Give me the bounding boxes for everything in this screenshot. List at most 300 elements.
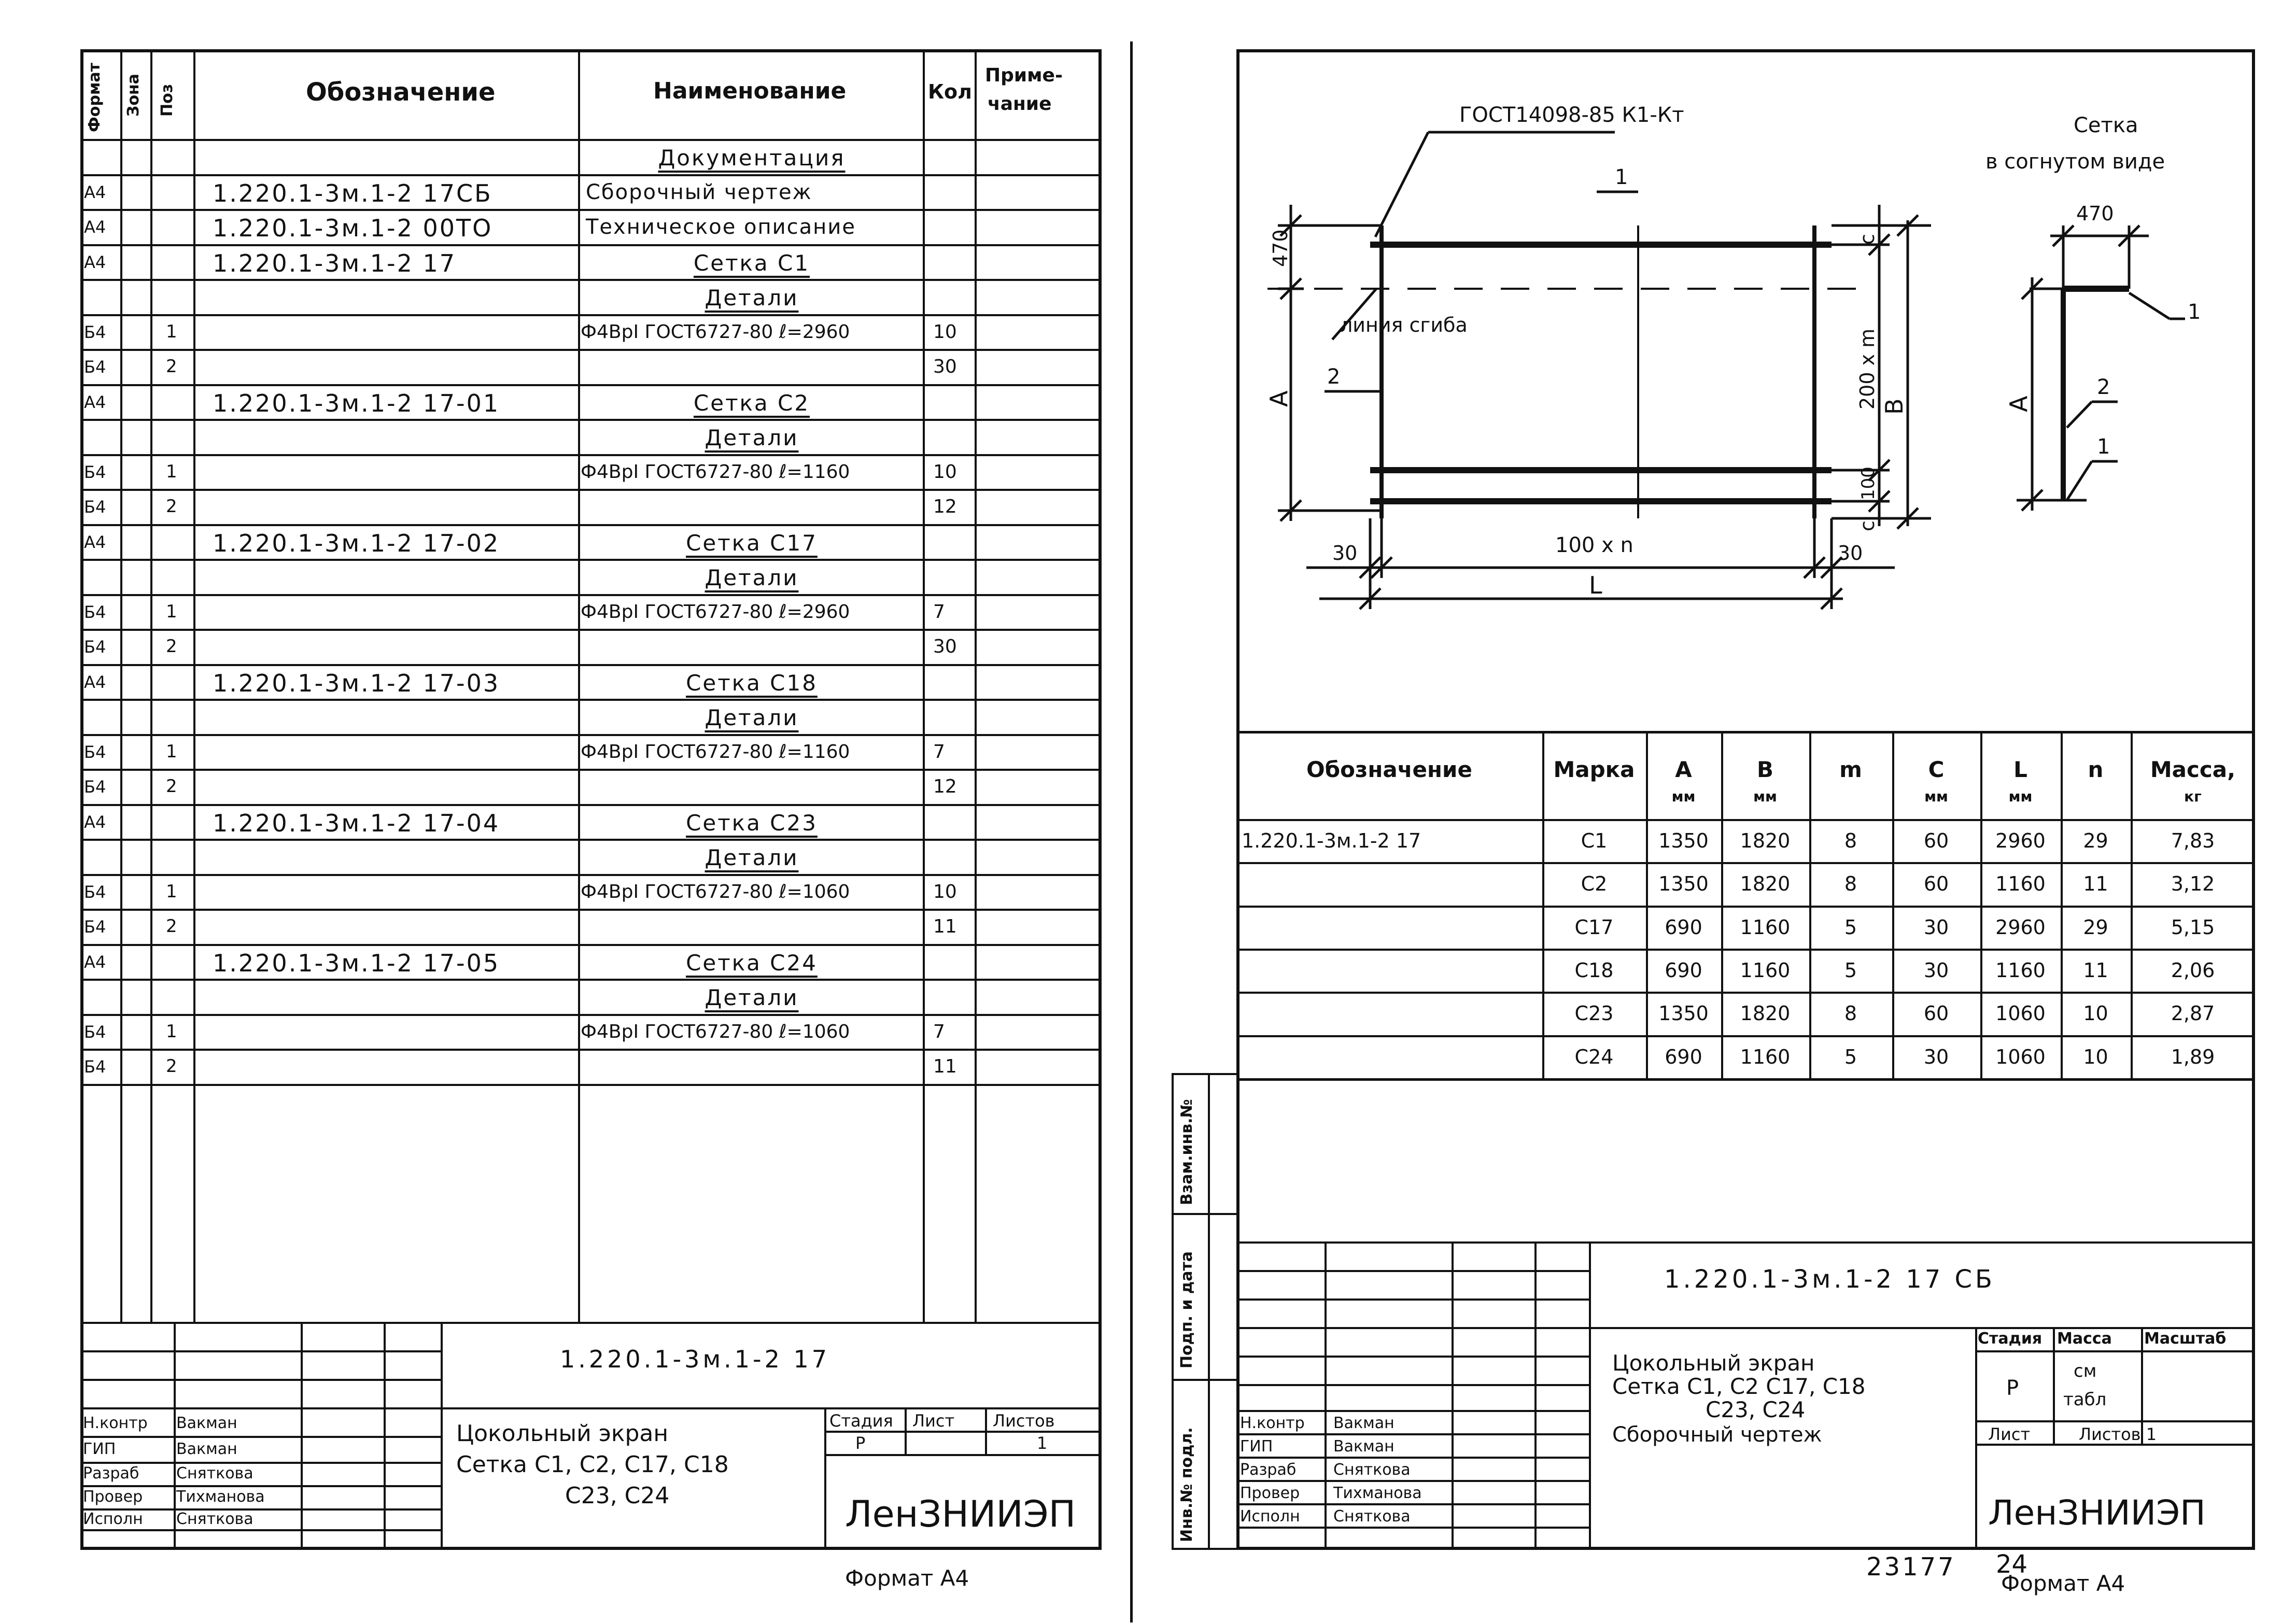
param-cell: 29 [2083, 916, 2108, 939]
staff-name: Сняткова [176, 1464, 253, 1483]
right-title-code: 1.220.1-3м.1-2 17 СБ [1664, 1265, 1995, 1294]
spec-format: Б4 [84, 497, 106, 517]
param-cell: 1820 [1740, 872, 1791, 895]
param-cell: 1060 [1995, 1046, 2046, 1068]
spec-format: Б4 [84, 462, 106, 482]
spec-name: Техническое описание [586, 215, 856, 239]
spec-row-line [80, 734, 1102, 736]
spec-name: Сетка С2 [693, 390, 810, 416]
param-header-unit: кг [2184, 788, 2202, 805]
spec-qty: 7 [933, 1021, 945, 1042]
spec-row-line [80, 1049, 1102, 1051]
spec-name: Сборочный чертеж [586, 180, 812, 204]
left-title-top [80, 1322, 1102, 1324]
spec-row-line [80, 1014, 1102, 1016]
param-header: m [1839, 757, 1862, 782]
left-title-row [80, 1350, 441, 1352]
right-stage-value: Р [2006, 1376, 2019, 1400]
param-cell: 690 [1665, 916, 1702, 939]
spec-format: А4 [84, 812, 106, 832]
param-cell: 8 [1844, 872, 1857, 895]
param-cell: 5 [1844, 916, 1857, 939]
param-header: L [2013, 757, 2027, 782]
spec-name: Ф4ВрI ГОСТ6727-80 ℓ=1060 [581, 1021, 850, 1042]
param-col-div [1646, 731, 1648, 1078]
param-cell: 1820 [1740, 1002, 1791, 1025]
staff-name: Сняткова [1333, 1507, 1411, 1526]
param-col-div [1542, 731, 1544, 1078]
right-title-row [1975, 1350, 2255, 1352]
left-stage-label: Стадия [829, 1411, 893, 1431]
left-sheets-label: Листов [993, 1411, 1055, 1431]
param-cell: 11 [2083, 959, 2108, 982]
dim-200m: 200 x m [1856, 328, 1879, 410]
param-row-line [1236, 862, 2255, 864]
spec-designation: 1.220.1-3м.1-2 17-01 [213, 389, 500, 417]
spec-pos: 1 [166, 461, 177, 482]
right-stage-label: Стадия [1978, 1330, 2043, 1348]
param-cell: 29 [2083, 829, 2108, 852]
staff-role: Н.контр [1240, 1414, 1305, 1432]
param-row-line [1236, 1078, 2255, 1080]
spec-qty: 7 [933, 741, 945, 763]
spec-name: Ф4ВрI ГОСТ6727-80 ℓ=2960 [581, 601, 850, 623]
param-cell: 60 [1923, 872, 1949, 895]
staff-name: Вакман [1333, 1414, 1394, 1432]
bend-line-label: линия сгиба [1340, 314, 1468, 336]
side-stamp-3: Инв.№ подл. [1178, 1427, 1196, 1542]
right-title-line3: С23, С24 [1706, 1397, 1806, 1422]
right-title-row [1236, 1327, 2255, 1329]
staff-name: Вакман [1333, 1437, 1394, 1456]
spec-row-line [80, 559, 1102, 561]
spec-format: А4 [84, 392, 106, 412]
staff-name: Тихманова [176, 1488, 265, 1506]
param-header-unit: мм [1924, 788, 1948, 805]
spec-row-line [80, 384, 1102, 386]
spec-name: Сетка С24 [686, 950, 818, 976]
spec-name: Сетка С18 [686, 670, 818, 696]
spec-row-line [80, 174, 1102, 176]
staff-name: Сняткова [176, 1510, 253, 1528]
param-cell: 1160 [1740, 959, 1791, 982]
spec-designation: 1.220.1-3м.1-2 17СБ [213, 179, 492, 207]
staff-role: ГИП [83, 1440, 116, 1458]
right-title-row [1236, 1457, 1589, 1459]
spec-pos: 2 [166, 1056, 177, 1077]
spec-row-line [80, 489, 1102, 491]
spec-name: Сетка С17 [686, 530, 818, 556]
header-zone: Зона [124, 74, 143, 117]
spec-name: Детали [705, 565, 799, 590]
spec-name: Ф4ВрI ГОСТ6727-80 ℓ=2960 [581, 321, 850, 343]
page-divider [1130, 41, 1133, 1622]
spec-row-line [80, 979, 1102, 981]
staff-name: Вакман [176, 1440, 237, 1458]
param-cell: 1,89 [2171, 1046, 2215, 1068]
param-cell: 11 [2083, 872, 2108, 895]
left-stage-value: Р [855, 1433, 866, 1453]
pos2b-label: 2 [2097, 375, 2110, 399]
pos2-label: 2 [1327, 365, 1341, 389]
left-title-code: 1.220.1-3м.1-2 17 [560, 1345, 830, 1373]
right-title-row [1236, 1503, 1589, 1505]
left-sheet-label: Лист [912, 1411, 955, 1431]
param-cell: С24 [1574, 1046, 1614, 1068]
left-col-div [193, 49, 195, 1322]
right-sheet-label: Лист [1988, 1424, 2031, 1444]
spec-pos: 1 [166, 601, 177, 622]
param-cell: 1350 [1658, 1002, 1709, 1025]
left-title-row [80, 1529, 441, 1531]
spec-format: А4 [84, 217, 106, 237]
header-pos: Поз [158, 83, 176, 117]
spec-pos: 1 [166, 881, 177, 902]
right-title-div [1975, 1327, 1977, 1550]
spec-name: Детали [705, 425, 799, 450]
left-title-row [80, 1485, 441, 1487]
right-title-row [1236, 1480, 1589, 1482]
param-cell: 5,15 [2171, 916, 2215, 939]
spec-qty: 10 [933, 321, 957, 343]
spec-name: Детали [705, 845, 799, 870]
right-sheets-label: Листов 1 [2079, 1424, 2157, 1444]
param-header-unit: мм [1753, 788, 1777, 805]
right-title-row [1236, 1299, 1589, 1301]
dim-100: 100 [1858, 467, 1879, 500]
gost-leader [1375, 132, 1428, 237]
spec-pos: 2 [166, 636, 177, 657]
param-row-line [1236, 949, 2255, 951]
inventory-number: 23177 [1866, 1553, 1956, 1582]
right-format-caption: Формат А4 [2001, 1571, 2125, 1596]
dim-100n: 100 x n [1555, 533, 1633, 557]
right-title-row [1236, 1356, 1589, 1358]
left-title-div [441, 1322, 443, 1550]
spec-format: Б4 [84, 742, 106, 762]
left-title-div [824, 1407, 826, 1550]
param-row-line [1236, 1035, 2255, 1037]
param-row-line [1236, 992, 2255, 994]
param-cell: 2960 [1995, 829, 2046, 852]
left-title-line3: С23, С24 [565, 1483, 670, 1509]
staff-role: Исполн [83, 1510, 143, 1528]
spec-name: Сетка С1 [693, 250, 810, 276]
left-col-div [923, 49, 925, 1322]
param-cell: 1820 [1740, 829, 1791, 852]
dim-30b: 30 [1838, 542, 1863, 564]
param-header: А [1675, 757, 1692, 782]
spec-pos: 2 [166, 356, 177, 377]
left-title-row [80, 1407, 1102, 1409]
spec-format: А4 [84, 252, 106, 272]
bent-title-2: в согнутом виде [1985, 150, 2165, 174]
right-scale-label: Масштаб [2144, 1330, 2227, 1348]
param-cell: 1350 [1658, 829, 1709, 852]
param-header: Обозначение [1306, 757, 1472, 782]
side-stamp-2: Подп. и дата [1178, 1251, 1196, 1368]
spec-qty: 10 [933, 461, 957, 483]
left-title-row [824, 1431, 1102, 1433]
param-col-div [2131, 731, 2133, 1078]
page-number: 24 [1996, 1550, 2028, 1579]
spec-qty: 12 [933, 496, 957, 517]
spec-name: Детали [705, 285, 799, 311]
spec-name: Сетка С23 [686, 810, 818, 836]
staff-role: Разраб [83, 1464, 139, 1483]
spec-pos: 1 [166, 321, 177, 342]
spec-designation: 1.220.1-3м.1-2 17-03 [213, 669, 500, 697]
left-title-line2: Сетка С1, С2, С17, С18 [456, 1451, 729, 1478]
header-note-1: Приме- [985, 65, 1063, 86]
right-mass-value-1: см [2074, 1361, 2097, 1381]
param-header: В [1756, 757, 1773, 782]
param-header: С [1928, 757, 1945, 782]
param-row-line [1236, 906, 2255, 908]
side-stamp-div [1208, 1073, 1210, 1550]
left-title-row [80, 1436, 441, 1438]
right-title-line1: Цокольный экран [1612, 1350, 1815, 1376]
spec-qty: 10 [933, 881, 957, 902]
spec-pos: 2 [166, 916, 177, 937]
spec-format: Б4 [84, 1057, 106, 1077]
param-cell: 60 [1923, 829, 1949, 852]
spec-row-line [80, 349, 1102, 351]
side-stamp-1: Взам.инв.№ [1178, 1099, 1196, 1205]
spec-row-line [80, 1084, 1102, 1086]
param-cell: С2 [1581, 872, 1608, 895]
left-title-row [80, 1462, 441, 1464]
spec-pos: 1 [166, 741, 177, 762]
spec-row-line [80, 874, 1102, 876]
param-table-top [1236, 731, 2255, 733]
spec-qty: 30 [933, 636, 957, 657]
dim-A: А [1265, 390, 1293, 407]
dim-470b: 470 [2076, 202, 2114, 225]
param-cell: 690 [1665, 1046, 1702, 1068]
param-cell: 1060 [1995, 1002, 2046, 1025]
spec-row-line [80, 279, 1102, 281]
mesh-drawing [1236, 49, 2255, 733]
bent-title-1: Сетка [2074, 114, 2138, 137]
param-cell: 30 [1923, 1046, 1949, 1068]
spec-format: Б4 [84, 917, 106, 937]
right-title-div [1589, 1241, 1591, 1550]
spec-row-line [80, 909, 1102, 911]
spec-row-line [80, 944, 1102, 946]
param-cell: 10 [2083, 1046, 2108, 1068]
left-header-bottom [80, 139, 1102, 141]
dim-L: L [1589, 571, 1602, 599]
param-cell: 10 [2083, 1002, 2108, 1025]
spec-row-line [80, 419, 1102, 421]
side-stamp-div [1172, 1213, 1239, 1215]
spec-row-line [80, 839, 1102, 841]
right-title-top [1236, 1241, 2255, 1244]
dim-470: 470 [1269, 229, 1292, 267]
param-cell: 1160 [1740, 1046, 1791, 1068]
spec-designation: 1.220.1-3м.1-2 17-04 [213, 809, 500, 837]
spec-row-line [80, 804, 1102, 806]
spec-format: А4 [84, 672, 106, 692]
param-col-div [1892, 731, 1894, 1078]
dim-30a: 30 [1332, 542, 1358, 564]
spec-pos: 1 [166, 1021, 177, 1042]
spec-row-line [80, 594, 1102, 596]
spec-format: Б4 [84, 882, 106, 902]
spec-format: А4 [84, 182, 106, 202]
param-col-div [1980, 731, 1982, 1078]
spec-qty: 12 [933, 776, 957, 797]
right-title-div [2053, 1327, 2055, 1444]
left-col-div [975, 49, 977, 1322]
param-cell: С23 [1574, 1002, 1614, 1025]
spec-format: Б4 [84, 637, 106, 657]
param-header-unit: мм [2008, 788, 2033, 805]
left-col-div [150, 49, 152, 1322]
left-title-line1: Цокольный экран [456, 1420, 669, 1447]
spec-format: Б4 [84, 1022, 106, 1042]
spec-designation: 1.220.1-3м.1-2 00ТО [213, 214, 493, 242]
pos1c-label: 1 [2097, 435, 2110, 459]
header-note-2: чание [988, 93, 1052, 115]
right-title-line4: Сборочный чертеж [1612, 1423, 1822, 1447]
right-title-row [1975, 1420, 2255, 1422]
param-header: Марка [1553, 757, 1635, 782]
spec-name: Детали [705, 705, 799, 730]
right-title-row [1236, 1270, 1589, 1272]
spec-qty: 11 [933, 916, 957, 937]
spec-row-line [80, 244, 1102, 246]
param-cell: С18 [1574, 959, 1614, 982]
param-header: n [2088, 757, 2104, 782]
param-cell: 7,83 [2171, 829, 2215, 852]
spec-row-line [80, 629, 1102, 631]
spec-designation: 1.220.1-3м.1-2 17-02 [213, 529, 500, 557]
right-title-row [1236, 1384, 1589, 1386]
spec-name: Ф4ВрI ГОСТ6727-80 ℓ=1160 [581, 741, 850, 763]
header-qty: Кол [928, 80, 972, 103]
param-header-unit: мм [1671, 788, 1696, 805]
param-cell: 1160 [1995, 872, 2046, 895]
dim-c1: с [1856, 234, 1879, 245]
spec-name: Ф4ВрI ГОСТ6727-80 ℓ=1160 [581, 461, 850, 483]
spec-qty: 7 [933, 601, 945, 623]
spec-name: Детали [705, 985, 799, 1010]
header-format: Формат [86, 63, 104, 132]
spec-row-line [80, 524, 1102, 526]
side-stamp-div [1172, 1379, 1239, 1381]
param-cell: С1 [1581, 829, 1608, 852]
staff-name: Тихманова [1333, 1484, 1422, 1502]
param-table-header-bottom [1236, 819, 2255, 821]
left-org: ЛенЗНИИЭП [845, 1493, 1076, 1535]
param-col-div [1721, 731, 1723, 1078]
header-name: Наименование [653, 78, 847, 104]
spec-designation: 1.220.1-3м.1-2 17-05 [213, 949, 500, 977]
param-cell: 5 [1844, 1046, 1857, 1068]
pos1-label: 1 [1615, 165, 1628, 189]
spec-row-line [80, 454, 1102, 456]
spec-name: Ф4ВрI ГОСТ6727-80 ℓ=1060 [581, 881, 850, 902]
staff-role: Разраб [1240, 1461, 1297, 1479]
left-format-caption: Формат А4 [845, 1565, 969, 1591]
param-col-div [1809, 731, 1811, 1078]
spec-format: Б4 [84, 322, 106, 342]
spec-name: Документация [658, 145, 846, 171]
spec-row-line [80, 314, 1102, 316]
staff-role: Исполн [1240, 1507, 1300, 1526]
spec-qty: 11 [933, 1056, 957, 1077]
param-cell: 3,12 [2171, 872, 2215, 895]
spec-pos: 2 [166, 776, 177, 797]
param-col-div [2061, 731, 2063, 1078]
left-sheets-value: 1 [1037, 1433, 1048, 1453]
spec-format: Б4 [84, 602, 106, 622]
staff-role: Н.контр [83, 1414, 148, 1432]
param-cell: 2,06 [2171, 959, 2215, 982]
left-title-row [80, 1379, 441, 1381]
left-col-div [120, 49, 122, 1322]
right-title-row [1236, 1433, 1589, 1435]
param-cell: 8 [1844, 1002, 1857, 1025]
param-cell: 30 [1923, 916, 1949, 939]
staff-name: Сняткова [1333, 1461, 1411, 1479]
spec-designation: 1.220.1-3м.1-2 17 [213, 249, 457, 277]
dim-A2: А [2005, 396, 2033, 412]
header-designation: Обозначение [306, 78, 496, 107]
staff-role: Провер [1240, 1484, 1300, 1502]
param-cell: 2,87 [2171, 1002, 2215, 1025]
spec-format: А4 [84, 532, 106, 552]
spec-format: Б4 [84, 777, 106, 797]
right-title-line2: Сетка С1, С2 С17, С18 [1612, 1374, 1866, 1399]
dim-c2: с [1856, 520, 1879, 531]
right-title-row [1236, 1410, 1589, 1412]
param-header: Масса, [2150, 757, 2236, 782]
param-cell: 30 [1923, 959, 1949, 982]
param-cell: 5 [1844, 959, 1857, 982]
param-cell: 1350 [1658, 872, 1709, 895]
pos1b-label: 1 [2188, 300, 2201, 324]
param-cell: 60 [1923, 1002, 1949, 1025]
staff-role: ГИП [1240, 1437, 1273, 1456]
spec-format: Б4 [84, 357, 106, 377]
spec-row-line [80, 769, 1102, 771]
left-col-div [578, 49, 580, 1322]
param-cell: 690 [1665, 959, 1702, 982]
right-title-row [1236, 1527, 1589, 1529]
param-cell: 2960 [1995, 916, 2046, 939]
left-title-row [824, 1454, 1102, 1456]
param-cell: 1.220.1-3м.1-2 17 [1242, 829, 1421, 852]
spec-row-line [80, 664, 1102, 666]
param-cell: 8 [1844, 829, 1857, 852]
spec-row-line [80, 209, 1102, 211]
staff-name: Вакман [176, 1414, 237, 1432]
param-cell: 1160 [1740, 916, 1791, 939]
dim-B: В [1880, 398, 1908, 415]
spec-qty: 30 [933, 356, 957, 377]
param-cell: С17 [1574, 916, 1614, 939]
spec-pos: 2 [166, 496, 177, 517]
gost-label: ГОСТ14098-85 К1-Кт [1459, 103, 1684, 127]
staff-role: Провер [83, 1488, 143, 1506]
spec-row-line [80, 699, 1102, 701]
spec-format: А4 [84, 952, 106, 972]
right-org: ЛенЗНИИЭП [1988, 1493, 2206, 1533]
right-mass-value-2: табл [2063, 1389, 2107, 1410]
